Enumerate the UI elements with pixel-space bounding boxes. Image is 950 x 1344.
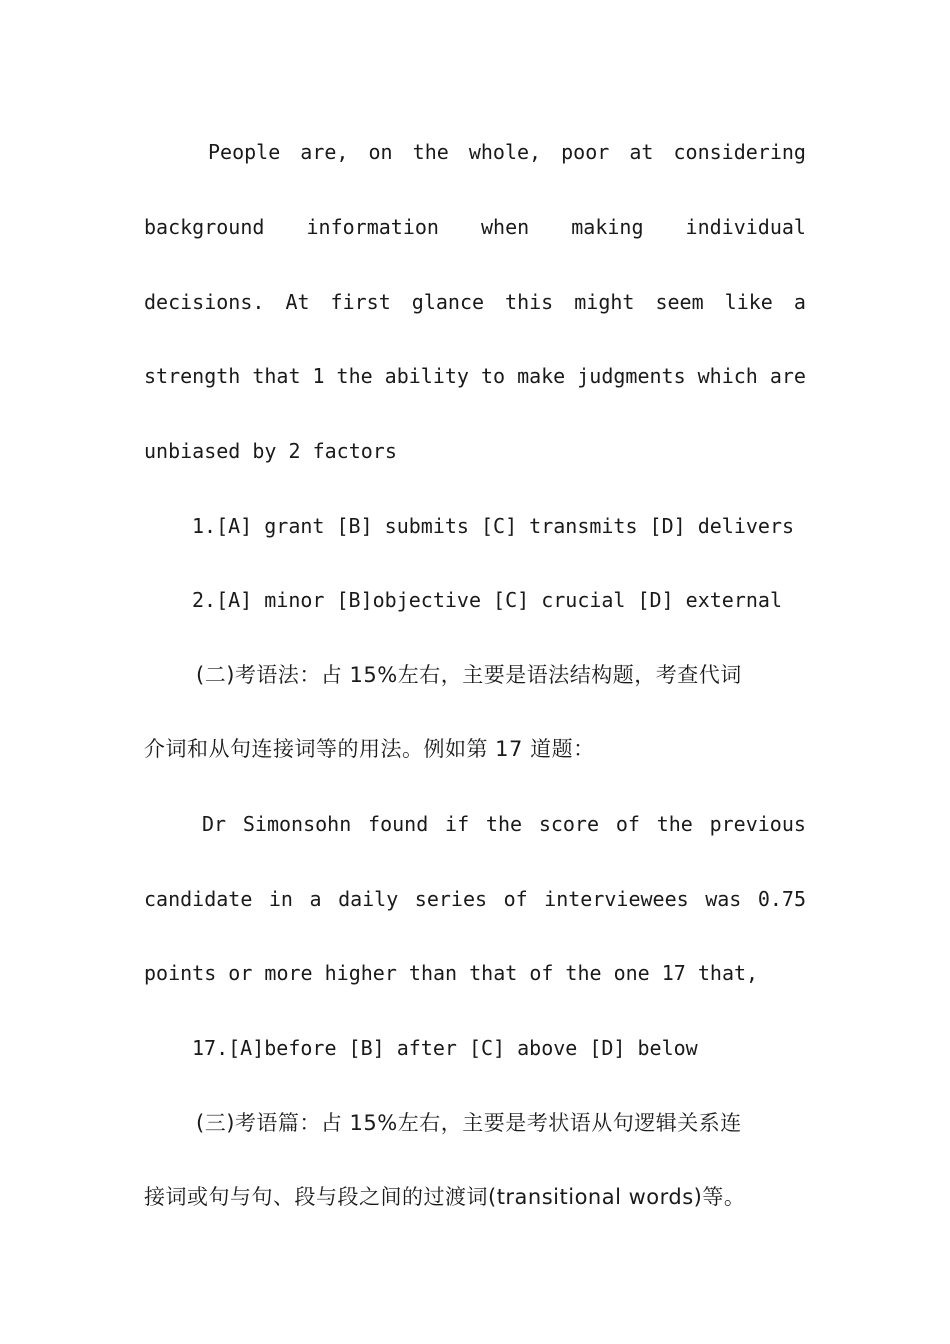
word: in	[268, 887, 293, 911]
word: decisions.	[144, 290, 265, 314]
paragraph2-line2	[144, 879, 806, 919]
word: found	[368, 812, 429, 836]
word: to	[480, 364, 506, 388]
word: previous	[709, 812, 806, 836]
section2-heading-line1: (二)考语法：占 15%左右，主要是语法结构题，考查代词	[196, 663, 742, 687]
word: whole,	[468, 140, 542, 164]
word: the	[336, 364, 373, 388]
word: are,	[300, 140, 349, 164]
word: ability	[384, 364, 469, 388]
word: making	[571, 215, 644, 239]
word: are	[769, 364, 806, 388]
word: first	[330, 290, 391, 314]
section2-heading-line2: 介词和从句连接词等的用法。例如第 17 道题：	[144, 737, 595, 761]
word: which	[697, 364, 758, 388]
word: if	[445, 812, 470, 836]
word: might	[574, 290, 635, 314]
word: of	[615, 812, 640, 836]
word: background	[144, 215, 265, 239]
question1-options: 1.[A] grant [B] submits [C] transmits [D] delivers	[192, 514, 795, 538]
word: At	[285, 290, 310, 314]
paragraph2-line3: points or more higher than that of the one 17 that,	[144, 961, 759, 985]
paragraph1-line3	[144, 282, 806, 322]
word: of	[503, 887, 528, 911]
word: the	[412, 140, 449, 164]
word: information	[306, 215, 439, 239]
word: poor	[561, 140, 610, 164]
word: series	[414, 887, 488, 911]
word: daily	[338, 887, 399, 911]
word: considering	[673, 140, 806, 164]
word: 1	[312, 364, 325, 388]
word: score	[538, 812, 600, 836]
section3-heading-line1: (三)考语篇：占 15%左右，主要是考状语从句逻辑关系连	[196, 1111, 742, 1135]
word: Simonsohn	[242, 812, 352, 836]
word: candidate	[144, 887, 253, 911]
paragraph2-line1	[202, 804, 806, 844]
word: when	[481, 215, 530, 239]
word: seem	[655, 290, 704, 314]
question17-options: 17.[A]before [B] after [C] above [D] below	[192, 1036, 698, 1060]
word: make	[517, 364, 566, 388]
word: judgments	[577, 364, 686, 388]
word: glance	[411, 290, 485, 314]
word: this	[505, 290, 554, 314]
word: People	[208, 140, 281, 164]
paragraph1-line4	[144, 356, 806, 396]
word: the	[656, 812, 693, 836]
word: individual	[685, 215, 806, 239]
word: on	[368, 140, 393, 164]
word: a	[793, 290, 806, 314]
word: was	[705, 887, 742, 911]
word: the	[485, 812, 523, 836]
section3-heading-line2: 接词或句与句、段与段之间的过渡词(transitional words)等。	[144, 1185, 746, 1209]
paragraph1-line5: unbiased by 2 factors	[144, 439, 397, 463]
question2-options: 2.[A] minor [B]objective [C] crucial [D] external	[192, 588, 783, 612]
paragraph1-line1	[208, 132, 806, 172]
word: a	[309, 887, 322, 911]
word: 0.75	[757, 887, 806, 911]
word: Dr	[202, 812, 227, 836]
word: strength	[144, 364, 241, 388]
word: that	[252, 364, 301, 388]
word: at	[629, 140, 654, 164]
paragraph1-line2	[144, 207, 806, 247]
word: like	[724, 290, 773, 314]
word: interviewees	[544, 887, 689, 911]
